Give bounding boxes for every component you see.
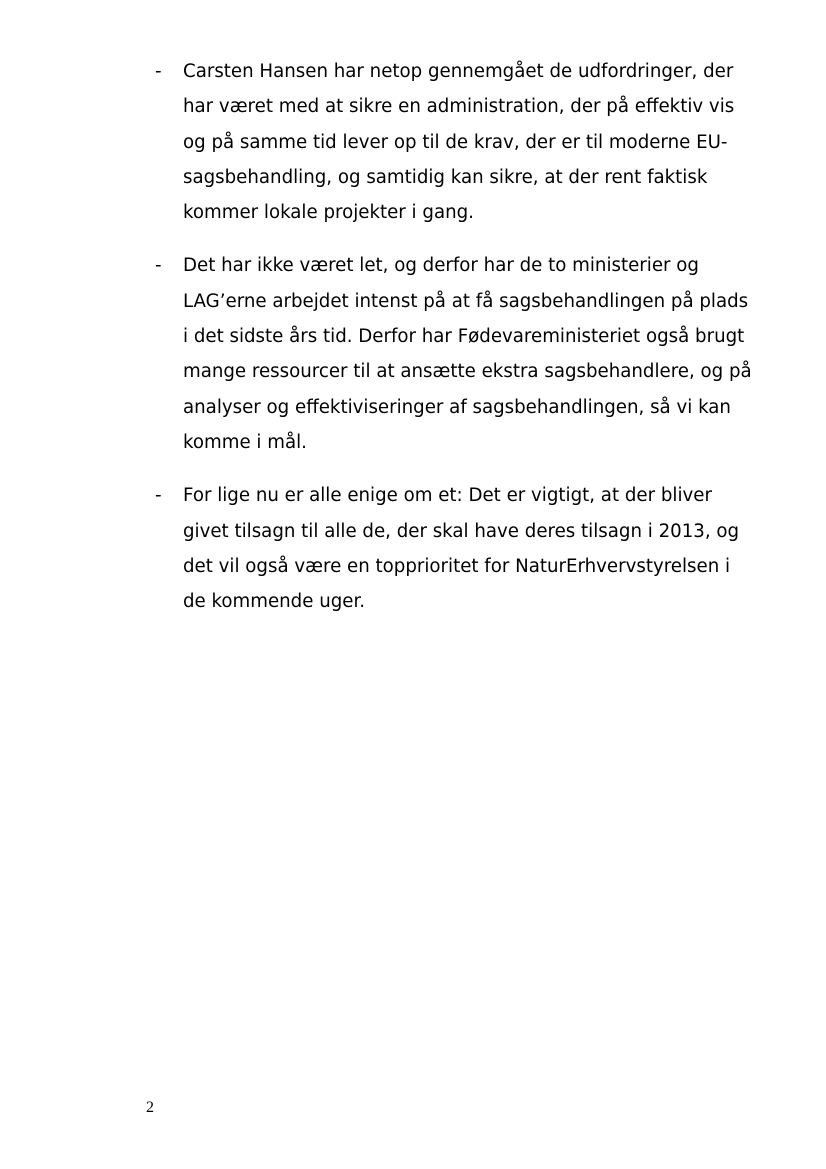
bullet-item-2	[155, 248, 755, 460]
bullet-marker: -	[155, 485, 162, 507]
bullet-marker: -	[155, 255, 162, 277]
bullet-item-1	[155, 54, 755, 230]
bullet-text: Carsten Hansen har netop gennemgået de udfordringer, der har været med at sikre en administration, der på effektiv vis og på samme tid lever op til de krav, der er til moderne EU-sagsbehandling, og samtidig kan sikre, at der rent faktisk kommer lokale projekter i gang.	[183, 61, 735, 224]
bullet-item-3	[155, 478, 755, 619]
bullet-text: Det har ikke været let, og derfor har de to ministerier og LAG’erne arbejdet intenst på at få sagsbehandlingen på plads i det sidste års tid. Derfor har Fødevareministeriet også brugt mange ressourcer til at ansætte ekstra sagsbehandlere, og på analyser og effektiviseringer af sagsbehandlingen, så vi kan komme i mål.	[183, 255, 752, 453]
bullet-list	[155, 54, 755, 637]
bullet-text: For lige nu er alle enige om et: Det er vigtigt, at der bliver givet tilsagn til alle de, der skal have deres tilsagn i 2013, og det vil også være en topprioritet for NaturErhvervstyrelsen i de kommende uger.	[183, 485, 740, 613]
page-number: 2	[146, 1099, 154, 1116]
bullet-marker: -	[155, 61, 162, 82]
